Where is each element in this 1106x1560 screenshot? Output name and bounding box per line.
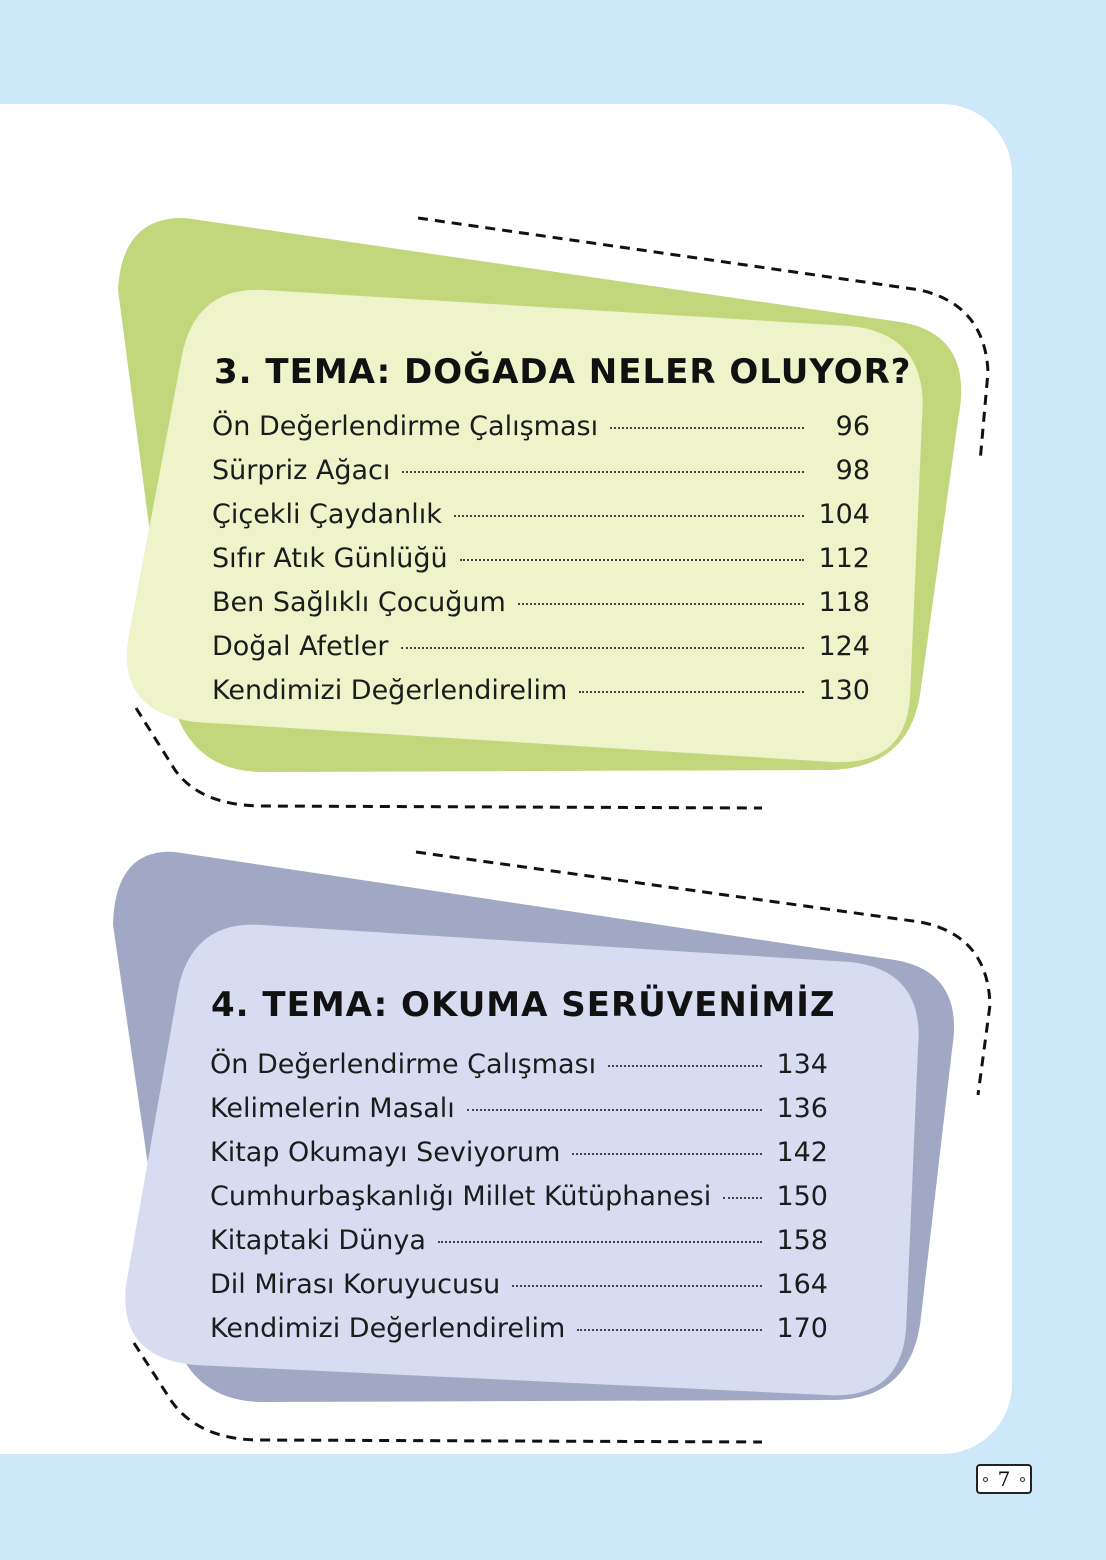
- toc-entry[interactable]: [212, 587, 870, 631]
- entry-title: Dil Mirası Koruyucusu: [210, 1269, 501, 1300]
- dot-leader: [610, 426, 804, 429]
- dot-leader: [608, 1064, 762, 1067]
- toc-entry[interactable]: [212, 411, 870, 455]
- toc-entry[interactable]: [212, 499, 870, 543]
- page-number-badge: [976, 1464, 1032, 1494]
- entry-page: 142: [776, 1137, 828, 1168]
- dot-leader: [572, 1152, 762, 1155]
- entry-page: 118: [818, 587, 870, 618]
- theme4-contents-list: [210, 1049, 828, 1357]
- dot-leader: [454, 514, 804, 517]
- toc-entry[interactable]: [210, 1269, 828, 1313]
- badge-dot-left: [983, 1477, 988, 1482]
- theme4-title: 4. TEMA: OKUMA SERÜVENİMİZ: [211, 985, 836, 1025]
- entry-page: 164: [776, 1269, 828, 1300]
- toc-entry[interactable]: [210, 1093, 828, 1137]
- entry-title: Ön Değerlendirme Çalışması: [212, 411, 599, 442]
- entry-title: Doğal Afetler: [212, 631, 389, 662]
- dot-leader: [723, 1196, 762, 1199]
- toc-entry[interactable]: [210, 1049, 828, 1093]
- dot-leader: [401, 646, 804, 649]
- entry-title: Ben Sağlıklı Çocuğum: [212, 587, 506, 618]
- entry-page: 136: [776, 1093, 828, 1124]
- entry-page: 130: [818, 675, 870, 706]
- dot-leader: [438, 1240, 762, 1243]
- toc-entry[interactable]: [210, 1137, 828, 1181]
- theme3-title: 3. TEMA: DOĞADA NELER OLUYOR?: [214, 352, 912, 392]
- entry-title: Cumhurbaşkanlığı Millet Kütüphanesi: [210, 1181, 712, 1212]
- entry-title: Kendimizi Değerlendirelim: [210, 1313, 566, 1344]
- entry-title: Sürpriz Ağacı: [212, 455, 391, 486]
- theme3-contents-list: [212, 411, 870, 719]
- entry-title: Kitap Okumayı Seviyorum: [210, 1137, 561, 1168]
- toc-entry[interactable]: [210, 1181, 828, 1225]
- badge-dot-right: [1020, 1477, 1025, 1482]
- page-number: 7: [997, 1467, 1011, 1491]
- entry-page: 98: [835, 455, 870, 486]
- entry-title: Kelimelerin Masalı: [210, 1093, 455, 1124]
- entry-title: Kitaptaki Dünya: [210, 1225, 426, 1256]
- entry-page: 150: [776, 1181, 828, 1212]
- toc-entry[interactable]: [212, 675, 870, 719]
- entry-page: 170: [776, 1313, 828, 1344]
- entry-page: 134: [776, 1049, 828, 1080]
- dot-leader: [518, 602, 804, 605]
- entry-title: Kendimizi Değerlendirelim: [212, 675, 568, 706]
- entry-title: Ön Değerlendirme Çalışması: [210, 1049, 597, 1080]
- dot-leader: [467, 1108, 762, 1111]
- entry-title: Sıfır Atık Günlüğü: [212, 543, 448, 574]
- entry-page: 124: [818, 631, 870, 662]
- toc-entry[interactable]: [212, 631, 870, 675]
- entry-page: 104: [818, 499, 870, 530]
- entry-page: 96: [835, 411, 870, 442]
- dot-leader: [512, 1284, 762, 1287]
- toc-entry[interactable]: [212, 543, 870, 587]
- entry-title: Çiçekli Çaydanlık: [212, 499, 442, 530]
- toc-entry[interactable]: [210, 1225, 828, 1269]
- dot-leader: [579, 690, 804, 693]
- entry-page: 158: [776, 1225, 828, 1256]
- dot-leader: [402, 470, 804, 473]
- dot-leader: [577, 1328, 762, 1331]
- entry-page: 112: [818, 543, 870, 574]
- dot-leader: [460, 558, 804, 561]
- toc-entry[interactable]: [212, 455, 870, 499]
- toc-entry[interactable]: [210, 1313, 828, 1357]
